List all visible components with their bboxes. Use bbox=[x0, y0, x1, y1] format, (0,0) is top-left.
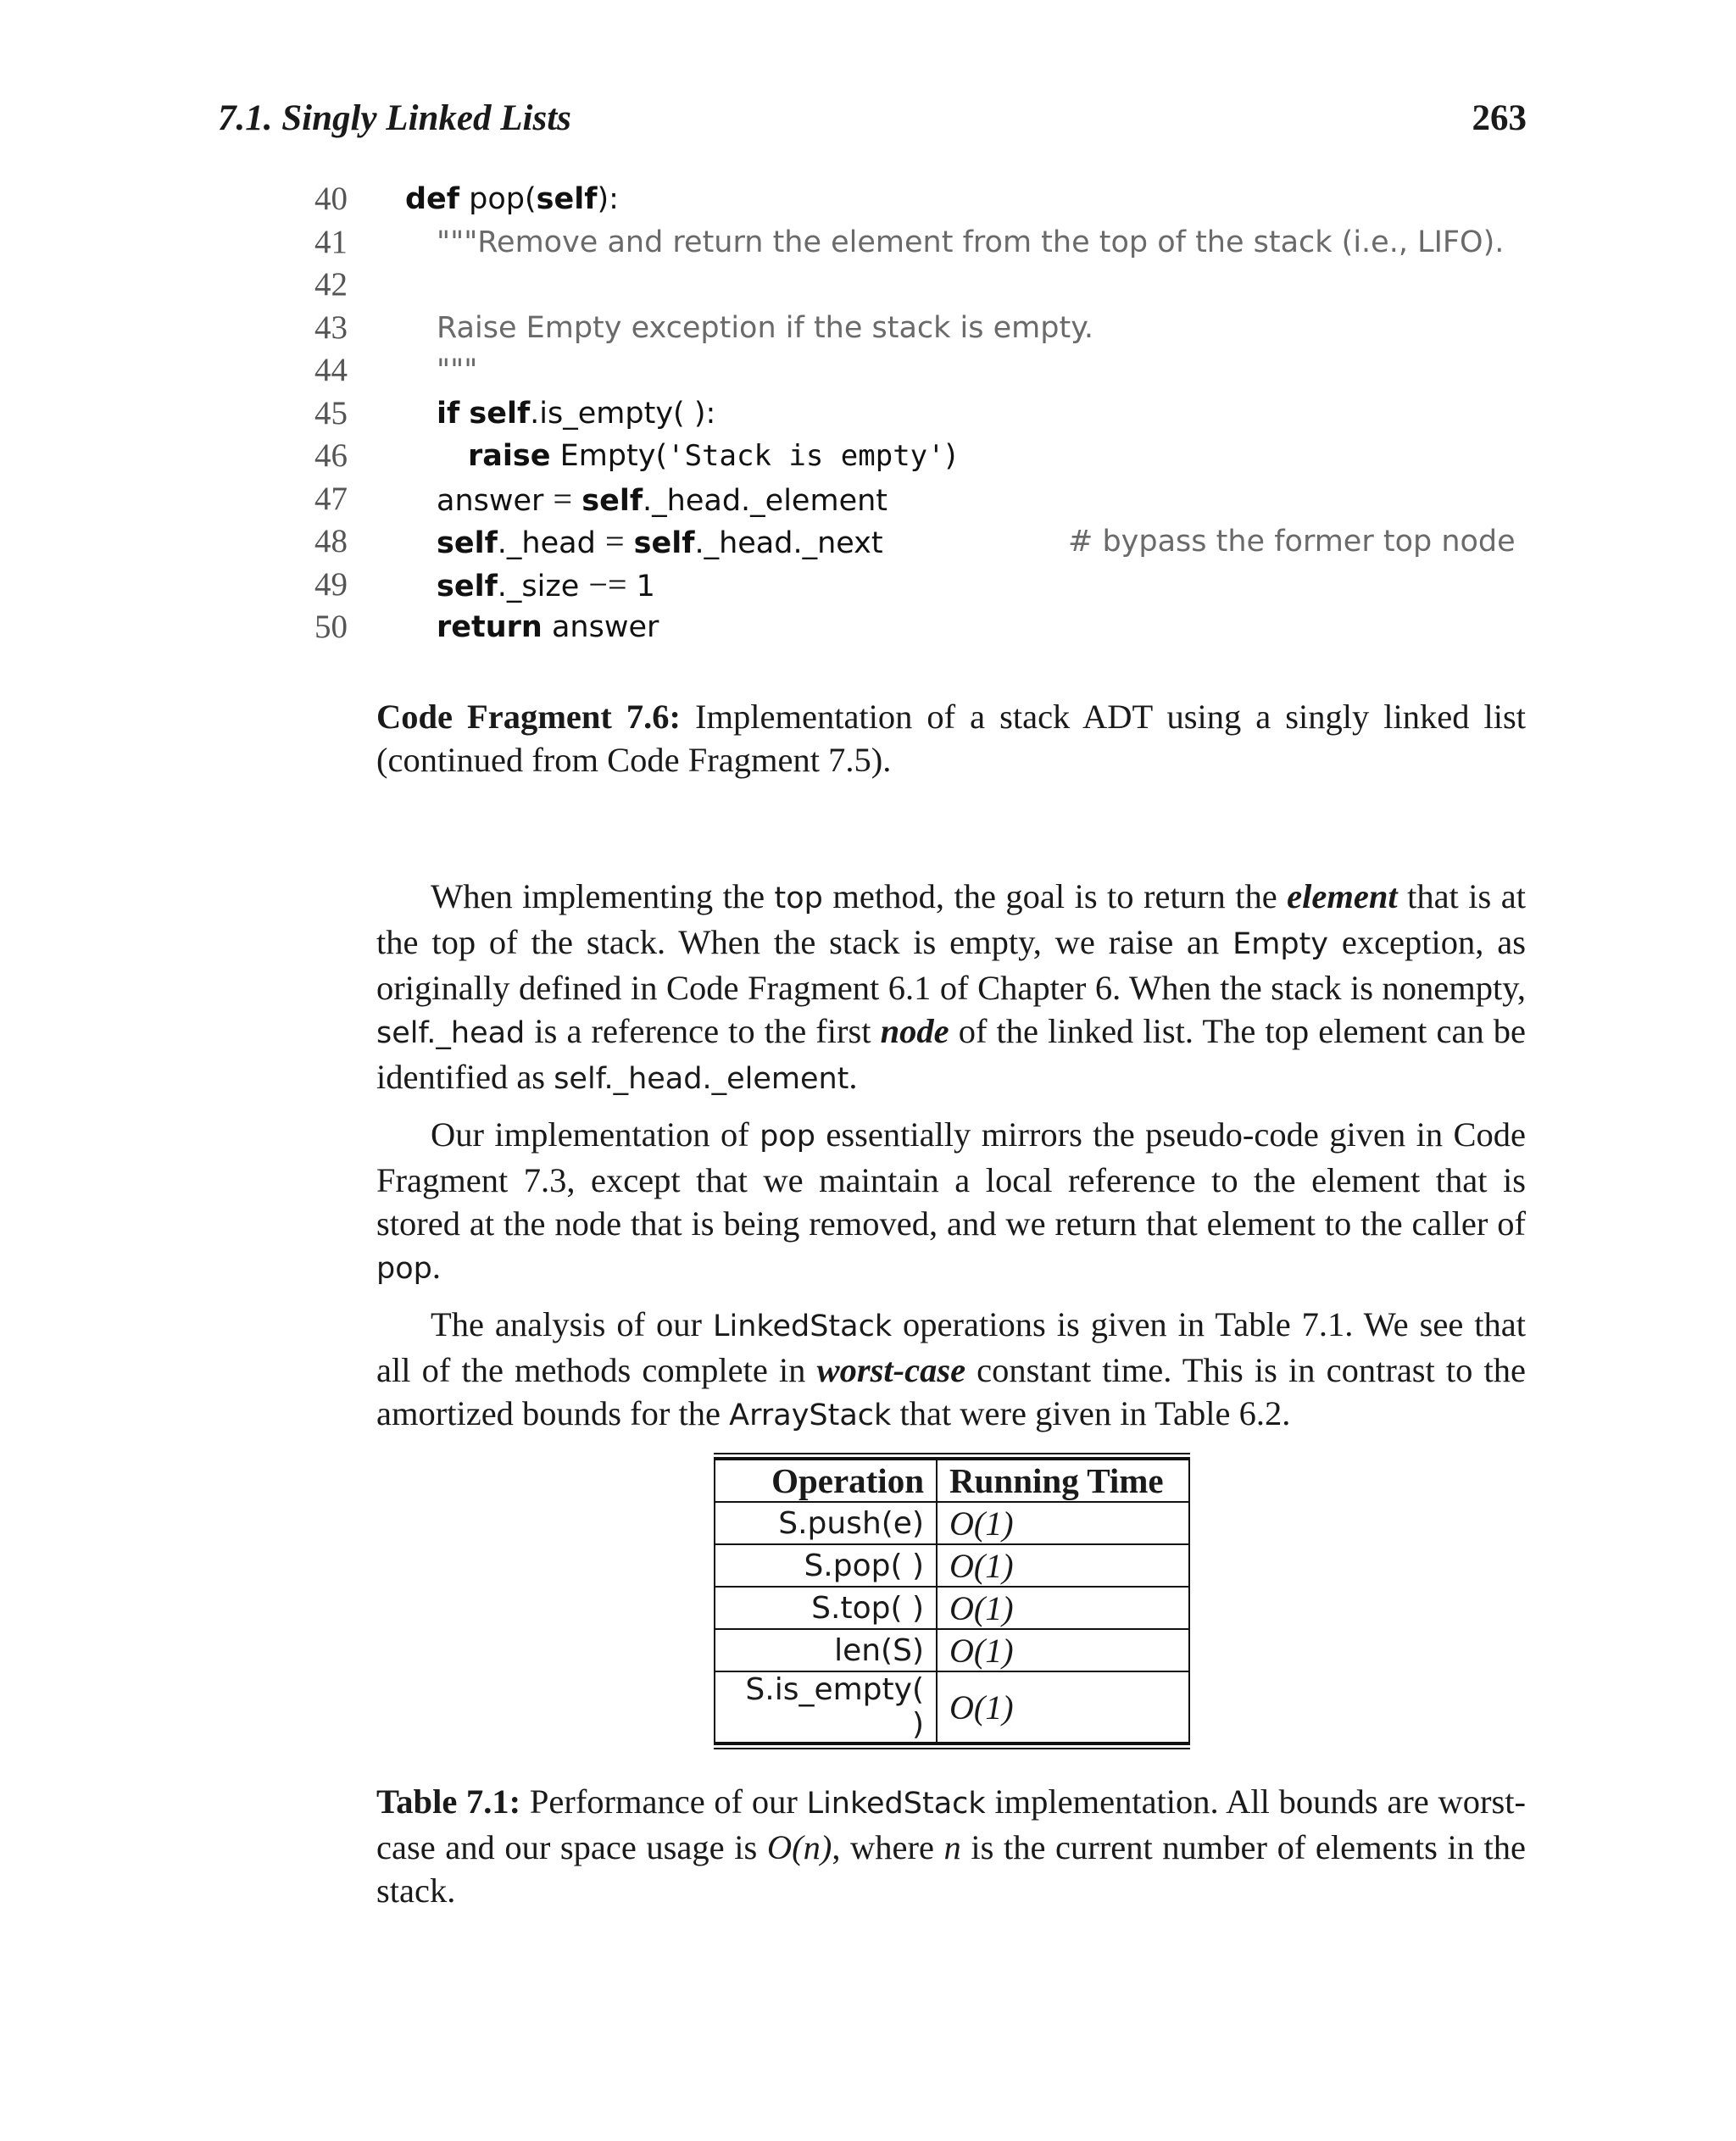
code-text bbox=[405, 392, 715, 436]
running-time-value: O(1) bbox=[949, 1588, 1014, 1627]
math-expression: O(n) bbox=[766, 1828, 832, 1866]
code-term: self._head._element bbox=[554, 1062, 849, 1096]
code-token: 1 bbox=[626, 569, 655, 603]
code-text bbox=[405, 221, 1504, 264]
code-text bbox=[405, 307, 1093, 350]
table-top-rule bbox=[714, 1453, 1190, 1459]
table-bottom-rule bbox=[714, 1743, 1190, 1749]
text: constant time. This is in contrast to the amortized bounds for the bbox=[376, 1351, 1527, 1432]
code-token: ) bbox=[944, 439, 957, 473]
text: operations is given in Table 7.1. We see that all of the methods complete in bbox=[376, 1305, 1526, 1389]
code-term: pop bbox=[376, 1252, 432, 1286]
text: Our implementation of bbox=[431, 1115, 760, 1154]
code-caption-text: Implementation of a stack ADT using a singly linked list (continued from Code Fragment 7.5). bbox=[376, 698, 1526, 779]
code-token bbox=[625, 526, 634, 560]
body-text bbox=[376, 875, 1526, 1449]
text: The analysis of our bbox=[431, 1305, 714, 1343]
code-line bbox=[288, 478, 1543, 521]
code-text bbox=[405, 606, 659, 649]
running-time-cell bbox=[937, 1544, 1189, 1587]
code-docstring: """Remove and return the element from the top of the stack (i.e., LIFO). bbox=[437, 225, 1505, 259]
text: that were given in Table 6.2. bbox=[891, 1394, 1291, 1432]
code-line bbox=[288, 435, 1543, 478]
code-token: .is_empty( ): bbox=[530, 396, 716, 431]
code-token: ._head bbox=[497, 526, 605, 560]
code-line bbox=[288, 221, 1543, 264]
code-line bbox=[288, 606, 1543, 649]
emphasis: worst-case bbox=[816, 1351, 966, 1389]
paragraph-2 bbox=[376, 1113, 1526, 1291]
code-line bbox=[288, 178, 1543, 221]
operation-cell: S.is_empty( ) bbox=[715, 1671, 937, 1743]
text: exception, as originally defined in Code Fragment 6.1 of Chapter 6. When the stack is nonempty, bbox=[376, 923, 1526, 1007]
text: . bbox=[431, 1248, 441, 1286]
code-text bbox=[405, 478, 887, 523]
code-token bbox=[572, 484, 581, 518]
operation-cell: S.top( ) bbox=[715, 1587, 937, 1629]
code-keyword: def bbox=[405, 182, 460, 216]
code-token: answer bbox=[437, 483, 554, 518]
code-text bbox=[405, 520, 883, 565]
code-keyword: raise bbox=[468, 439, 551, 473]
table-row bbox=[715, 1502, 1189, 1544]
code-token: ._head._next bbox=[694, 526, 883, 560]
text: is the current number of elements in the stack. bbox=[376, 1828, 1527, 1910]
code-term: LinkedStack bbox=[713, 1310, 893, 1343]
operation-cell: S.pop( ) bbox=[715, 1544, 937, 1587]
line-number: 50 bbox=[314, 609, 348, 645]
code-term: ArrayStack bbox=[729, 1399, 892, 1432]
code-caption bbox=[376, 695, 1526, 781]
code-line bbox=[288, 349, 1543, 392]
text: is a reference to the first bbox=[525, 1012, 881, 1050]
line-number: 46 bbox=[314, 437, 348, 474]
code-token: = bbox=[604, 522, 625, 560]
code-line bbox=[288, 564, 1543, 607]
code-text bbox=[405, 178, 619, 221]
emphasis: element bbox=[1287, 877, 1398, 915]
table-row bbox=[715, 1629, 1189, 1671]
page-number: 263 bbox=[1472, 98, 1527, 138]
code-token: pop( bbox=[459, 182, 537, 216]
code-keyword: self bbox=[469, 396, 531, 431]
code-token: ._size bbox=[497, 569, 589, 603]
code-caption-label: Code Fragment 7.6: bbox=[376, 698, 682, 736]
table-row bbox=[715, 1544, 1189, 1587]
page-header bbox=[218, 97, 1527, 148]
code-term: Empty bbox=[1232, 927, 1328, 961]
code-token bbox=[459, 397, 469, 431]
performance-table bbox=[714, 1453, 1190, 1749]
line-number: 41 bbox=[314, 223, 348, 260]
line-number: 40 bbox=[314, 181, 348, 217]
table-row bbox=[715, 1587, 1189, 1629]
line-number: 47 bbox=[314, 480, 348, 517]
line-number: 48 bbox=[314, 523, 348, 559]
code-comment: # bypass the former top node bbox=[1068, 525, 1516, 559]
operation-cell: S.push(e) bbox=[715, 1502, 937, 1544]
code-line bbox=[288, 520, 1543, 564]
line-number: 49 bbox=[314, 565, 348, 603]
math-variable: n bbox=[943, 1828, 961, 1866]
text: method, the goal is to return the bbox=[822, 877, 1288, 915]
running-time-cell bbox=[937, 1502, 1189, 1544]
running-time-value: O(1) bbox=[949, 1504, 1014, 1543]
paragraph-1 bbox=[376, 875, 1526, 1101]
code-string: 'Stack is empty' bbox=[667, 439, 945, 473]
code-token: answer bbox=[542, 610, 659, 644]
line-number: 45 bbox=[314, 394, 348, 431]
header-operation: Operation bbox=[715, 1460, 937, 1502]
operations-table bbox=[714, 1459, 1190, 1743]
text: When implementing the bbox=[431, 877, 775, 915]
code-token: ._head._element bbox=[643, 483, 888, 518]
code-term: top bbox=[774, 881, 823, 915]
code-keyword: self bbox=[633, 526, 695, 560]
running-time-cell bbox=[937, 1629, 1189, 1671]
operation-cell: len(S) bbox=[715, 1629, 937, 1671]
code-keyword: if bbox=[437, 396, 460, 431]
code-keyword: self bbox=[581, 483, 643, 518]
table-caption bbox=[376, 1780, 1526, 1912]
text: that is at the top of the stack. When the stack is empty, we raise an bbox=[376, 877, 1526, 961]
running-time-value: O(1) bbox=[949, 1688, 1014, 1727]
code-token: ): bbox=[597, 182, 619, 216]
text: implementation. All bounds are worst-case and our space usage is bbox=[376, 1782, 1526, 1866]
code-keyword: self bbox=[437, 569, 498, 603]
code-keyword: self bbox=[536, 182, 598, 216]
code-docstring: """ bbox=[437, 353, 478, 387]
table-header-row bbox=[715, 1460, 1189, 1502]
code-keyword: self bbox=[437, 526, 498, 560]
code-text bbox=[405, 564, 655, 609]
line-number: 42 bbox=[314, 266, 348, 303]
paragraph-3 bbox=[376, 1303, 1526, 1438]
code-line bbox=[288, 264, 1543, 307]
code-token: = bbox=[553, 479, 573, 518]
code-keyword: return bbox=[437, 610, 542, 644]
table-caption-label: Table 7.1: bbox=[376, 1782, 521, 1821]
header-running-time: Running Time bbox=[937, 1460, 1189, 1502]
code-line bbox=[288, 307, 1543, 350]
code-text bbox=[405, 349, 477, 392]
text: of the linked list. The top element can be identified as bbox=[376, 1012, 1526, 1096]
section-title: 7.1. Singly Linked Lists bbox=[218, 98, 571, 138]
code-listing bbox=[288, 178, 1543, 649]
code-line bbox=[288, 392, 1543, 436]
emphasis: node bbox=[880, 1012, 949, 1050]
code-term: pop bbox=[760, 1120, 815, 1154]
running-time-cell bbox=[937, 1671, 1189, 1743]
code-docstring: Raise Empty exception if the stack is empty. bbox=[437, 310, 1094, 345]
text: , where bbox=[832, 1828, 944, 1866]
running-time-cell bbox=[937, 1587, 1189, 1629]
code-token: Empty( bbox=[550, 439, 668, 473]
line-number: 44 bbox=[314, 352, 348, 388]
text: Performance of our bbox=[520, 1782, 807, 1821]
text: . bbox=[849, 1058, 858, 1096]
code-text bbox=[405, 435, 956, 478]
code-token: −= bbox=[588, 564, 627, 603]
code-term: LinkedStack bbox=[806, 1787, 986, 1821]
running-time-value: O(1) bbox=[949, 1631, 1014, 1670]
running-time-value: O(1) bbox=[949, 1546, 1014, 1585]
code-term: self._head bbox=[376, 1016, 526, 1050]
text: essentially mirrors the pseudo-code given in Code Fragment 7.3, except that we maintain a local reference to the element that is stored at the node that is being removed, and we return that element to the caller of bbox=[376, 1115, 1526, 1243]
table-row bbox=[715, 1671, 1189, 1743]
line-number: 43 bbox=[314, 309, 348, 346]
